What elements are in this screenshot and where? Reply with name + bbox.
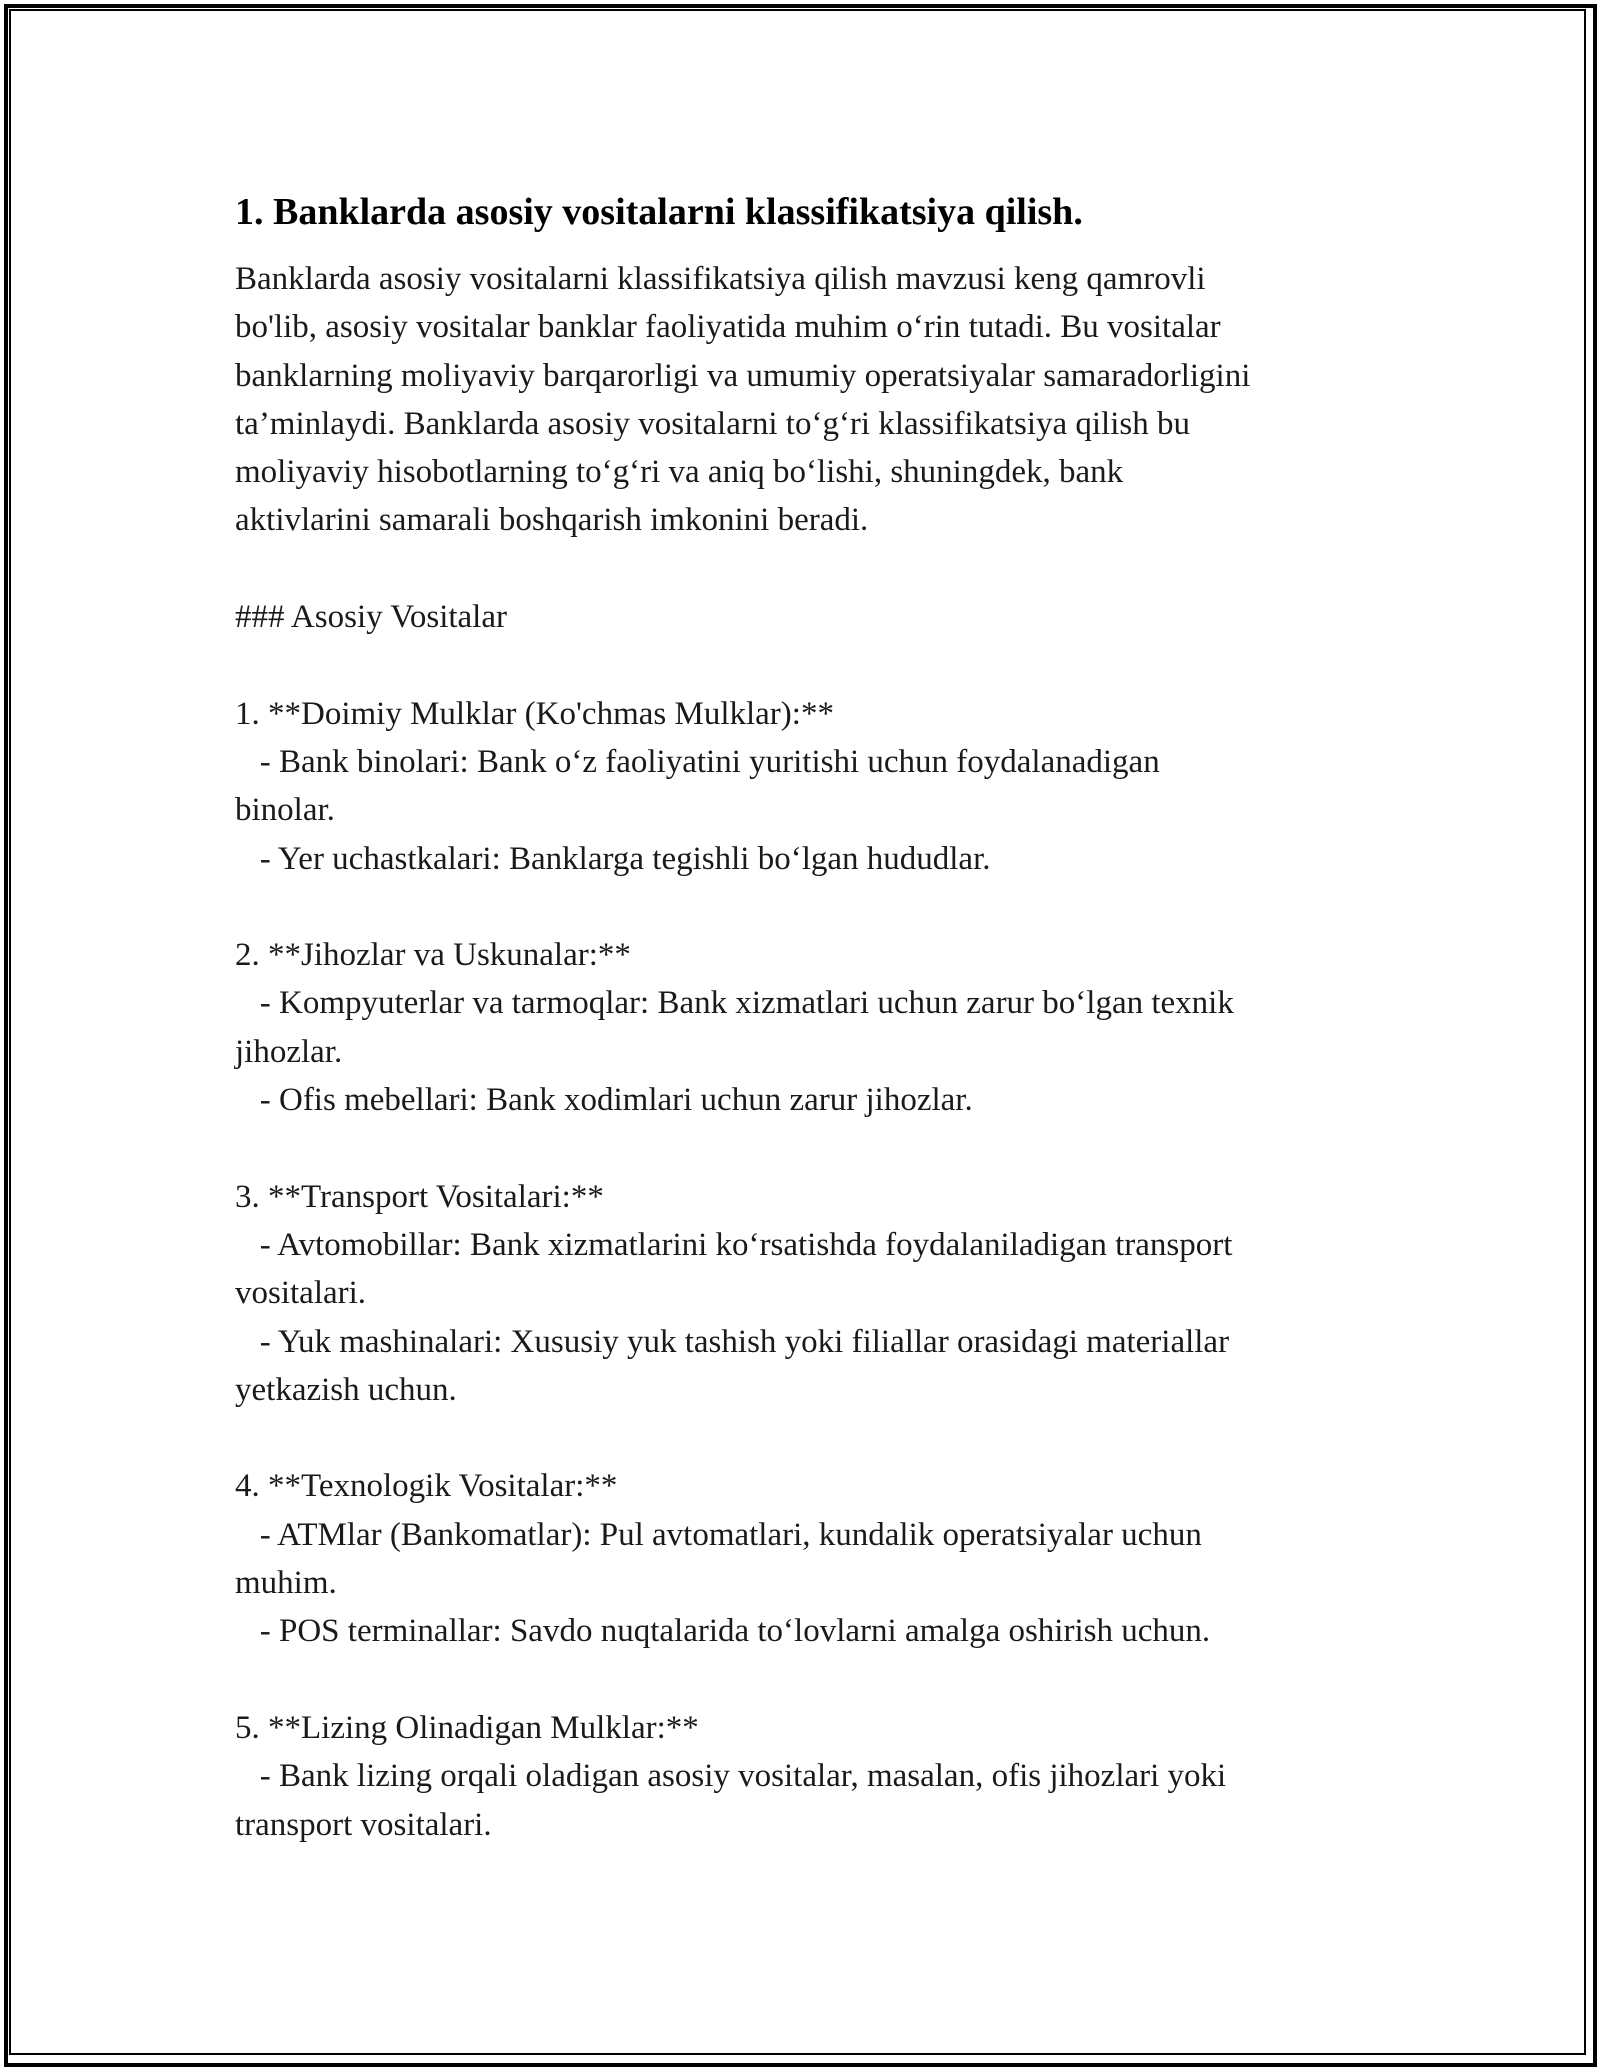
list-item-line: - POS terminallar: Savdo nuqtalarida to‘lovlarni amalga oshirish uchun. <box>235 1613 1211 1650</box>
list-item <box>235 1704 1375 1849</box>
intro-line: bo'lib, asosiy vositalar banklar faoliyatida muhim o‘rin tutadi. Bu vositalar <box>235 309 1221 346</box>
list-item <box>235 931 1375 1124</box>
list-item-line: - Ofis mebellari: Bank xodimlari uchun zarur jihozlar. <box>235 1082 973 1119</box>
list-item-line: - Kompyuterlar va tarmoqlar: Bank xizmatlari uchun zarur bo‘lgan texnik <box>235 985 1234 1022</box>
intro-line: banklarning moliyaviy barqarorligi va umumiy operatsiyalar samaradorligini <box>235 357 1251 394</box>
list-item-line: yetkazish uchun. <box>235 1371 457 1408</box>
intro-line: ta’minlaydi. Banklarda asosiy vositalarni to‘g‘ri klassifikatsiya qilish bu <box>235 405 1190 442</box>
list-item-heading: 5. **Lizing Olinadigan Mulklar:** <box>235 1709 699 1746</box>
intro-line: moliyaviy hisobotlarning to‘g‘ri va aniq bo‘lishi, shuningdek, bank <box>235 454 1124 491</box>
intro-paragraph <box>235 255 1375 545</box>
list-item-line: vositalari. <box>235 1275 367 1312</box>
list-item-line: - Bank binolari: Bank o‘z faoliyatini yuritishi uchun foydalanadigan <box>235 743 1160 780</box>
intro-line: aktivlarini samarali boshqarish imkonini beradi. <box>235 502 869 539</box>
list-item-line: - ATMlar (Bankomatlar): Pul avtomatlari, kundalik operatsiyalar uchun <box>235 1516 1202 1553</box>
list-item-line: transport vositalari. <box>235 1806 492 1843</box>
document-title: 1. Banklarda asosiy vositalarni klassifikatsiya qilish. <box>235 191 1083 233</box>
list-item-line: muhim. <box>235 1565 337 1602</box>
intro-line: Banklarda asosiy vositalarni klassifikatsiya qilish mavzusi keng qamrovli <box>235 261 1206 297</box>
list-item-heading: 3. **Transport Vositalari:** <box>235 1178 604 1215</box>
section-heading: ### Asosiy Vositalar <box>235 599 507 636</box>
list-item-heading: 2. **Jihozlar va Uskunalar:** <box>235 937 631 974</box>
list-item-line: - Yuk mashinalari: Xususiy yuk tashish yoki filiallar orasidagi materiallar <box>235 1323 1230 1360</box>
list-item-line: - Avtomobillar: Bank xizmatlarini ko‘rsatishda foydalaniladigan transport <box>235 1226 1233 1263</box>
list-item <box>235 1462 1375 1655</box>
list-item <box>235 1173 1375 1414</box>
list-item-line: - Yer uchastkalari: Banklarga tegishli bo‘lgan hududlar. <box>235 840 991 877</box>
document-body <box>235 188 1375 1849</box>
list-item <box>235 690 1375 883</box>
section-heading-block <box>235 593 1375 641</box>
list-item-line: - Bank lizing orqali oladigan asosiy vositalar, masalan, ofis jihozlari yoki <box>235 1758 1227 1795</box>
list-item-line: jihozlar. <box>235 1033 343 1070</box>
list-item-heading: 4. **Texnologik Vositalar:** <box>235 1468 618 1505</box>
list-item-heading: 1. **Doimiy Mulklar (Ko'chmas Mulklar):** <box>235 695 834 732</box>
list-item-line: binolar. <box>235 792 335 829</box>
